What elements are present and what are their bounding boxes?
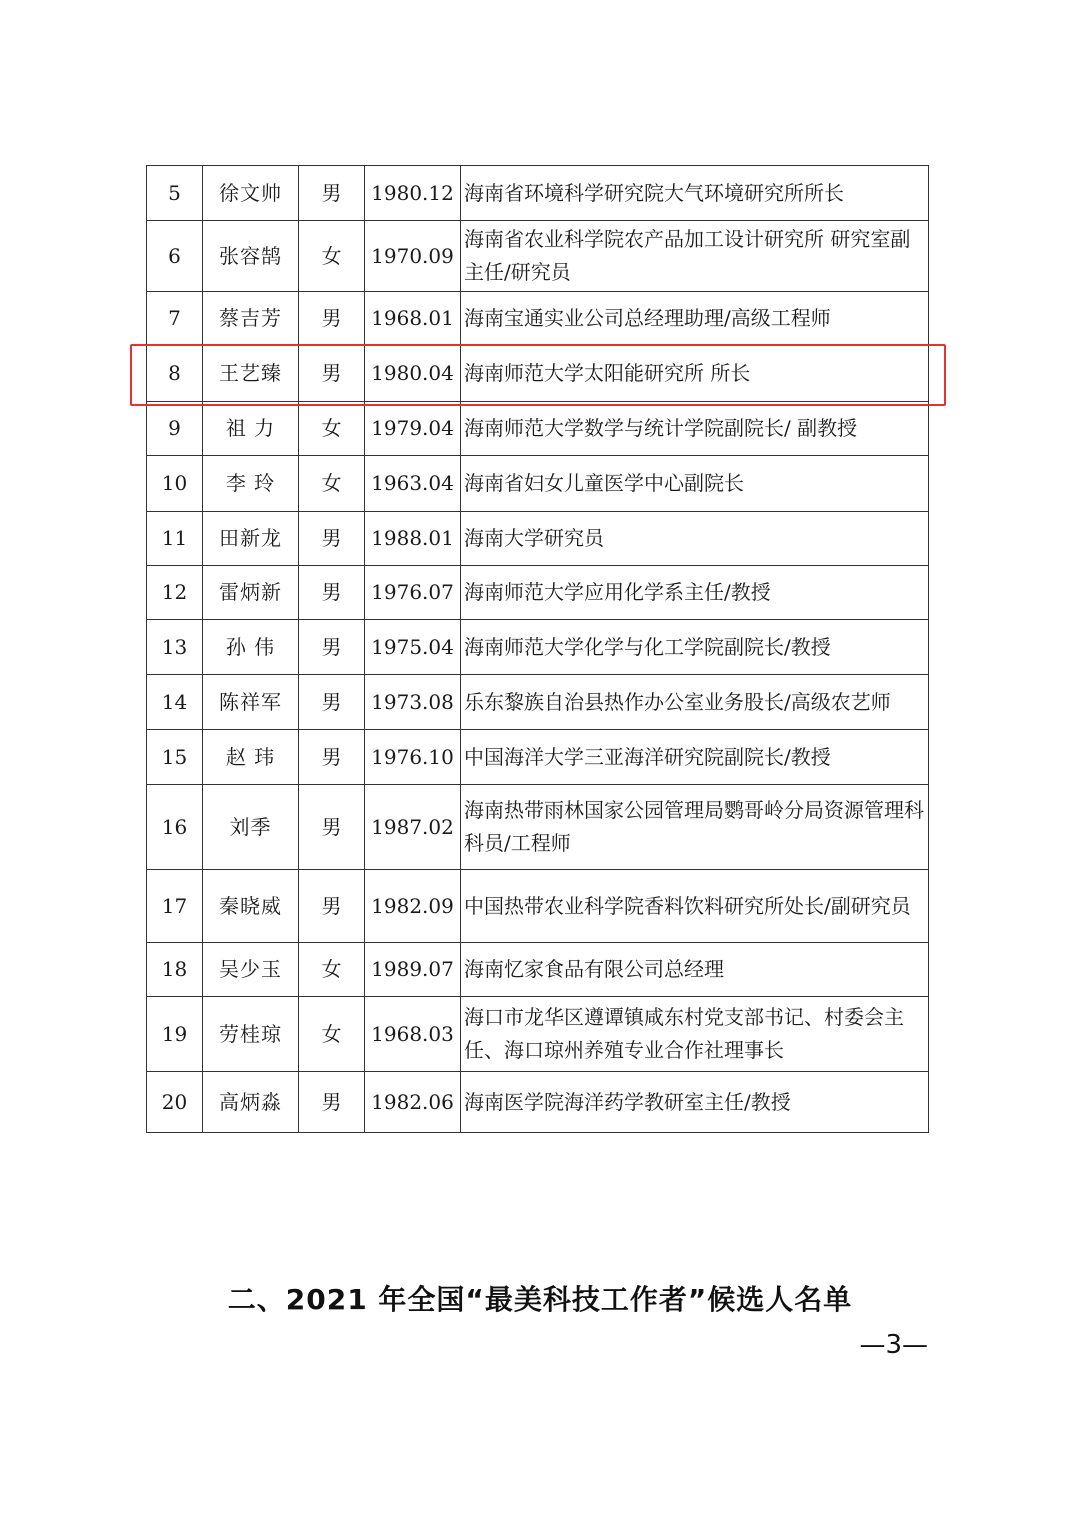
gender: 男: [299, 1072, 365, 1133]
gender: 男: [299, 566, 365, 620]
person-name: 陈祥军: [203, 675, 299, 730]
work-unit-title: 海南忆家食品有限公司总经理: [461, 943, 929, 997]
person-name: 刘季: [203, 785, 299, 870]
row-number: 7: [147, 292, 203, 346]
row-number: 6: [147, 221, 203, 292]
person-name: 吴少玉: [203, 943, 299, 997]
gender: 男: [299, 730, 365, 785]
candidate-table: [146, 165, 929, 1133]
birth-date: 1982.06: [365, 1072, 461, 1133]
work-unit-title: 海南师范大学太阳能研究所 所长: [461, 346, 929, 402]
gender: 男: [299, 292, 365, 346]
work-unit-title: 海南师范大学化学与化工学院副院长/教授: [461, 620, 929, 675]
person-name: 雷炳新: [203, 566, 299, 620]
work-unit-title: 乐东黎族自治县热作办公室业务股长/高级农艺师: [461, 675, 929, 730]
birth-date: 1987.02: [365, 785, 461, 870]
birth-date: 1989.07: [365, 943, 461, 997]
work-unit-title: 中国海洋大学三亚海洋研究院副院长/教授: [461, 730, 929, 785]
page-number: —3—: [859, 1330, 928, 1360]
birth-date: 1975.04: [365, 620, 461, 675]
birth-date: 1982.09: [365, 870, 461, 943]
person-name: 秦晓威: [203, 870, 299, 943]
birth-date: 1979.04: [365, 402, 461, 456]
table-row: [147, 456, 929, 512]
table-row: [147, 512, 929, 566]
row-number: 9: [147, 402, 203, 456]
table-row: [147, 166, 929, 221]
table-row: [147, 785, 929, 870]
person-name: 劳桂琼: [203, 997, 299, 1072]
table-row: [147, 292, 929, 346]
work-unit-title: 海南热带雨林国家公园管理局鹦哥岭分局资源管理科科员/工程师: [461, 785, 929, 870]
table-row: [147, 870, 929, 943]
gender: 男: [299, 346, 365, 402]
row-number: 14: [147, 675, 203, 730]
gender: 女: [299, 402, 365, 456]
birth-date: 1980.04: [365, 346, 461, 402]
table-row: [147, 620, 929, 675]
person-name: 张容鹄: [203, 221, 299, 292]
gender: 女: [299, 221, 365, 292]
row-number: 19: [147, 997, 203, 1072]
table-row: [147, 943, 929, 997]
gender: 男: [299, 512, 365, 566]
person-name: 王艺臻: [203, 346, 299, 402]
gender: 男: [299, 620, 365, 675]
table-row: [147, 221, 929, 292]
person-name: 孙 伟: [203, 620, 299, 675]
row-number: 8: [147, 346, 203, 402]
row-number: 11: [147, 512, 203, 566]
row-number: 12: [147, 566, 203, 620]
person-name: 高炳淼: [203, 1072, 299, 1133]
birth-date: 1976.10: [365, 730, 461, 785]
birth-date: 1970.09: [365, 221, 461, 292]
row-number: 13: [147, 620, 203, 675]
person-name: 李 玲: [203, 456, 299, 512]
work-unit-title: 海南省妇女儿童医学中心副院长: [461, 456, 929, 512]
work-unit-title: 海南宝通实业公司总经理助理/高级工程师: [461, 292, 929, 346]
table-row: [147, 730, 929, 785]
highlight-box-row-8: [130, 344, 946, 406]
row-number: 15: [147, 730, 203, 785]
candidate-table-body: [147, 166, 929, 1133]
gender: 男: [299, 785, 365, 870]
work-unit-title: 海南师范大学应用化学系主任/教授: [461, 566, 929, 620]
work-unit-title: 中国热带农业科学院香料饮料研究所处长/副研究员: [461, 870, 929, 943]
gender: 男: [299, 870, 365, 943]
row-number: 16: [147, 785, 203, 870]
table-row: [147, 997, 929, 1072]
row-number: 18: [147, 943, 203, 997]
birth-date: 1980.12: [365, 166, 461, 221]
gender: 女: [299, 943, 365, 997]
gender: 女: [299, 997, 365, 1072]
row-number: 20: [147, 1072, 203, 1133]
birth-date: 1973.08: [365, 675, 461, 730]
person-name: 蔡吉芳: [203, 292, 299, 346]
birth-date: 1988.01: [365, 512, 461, 566]
section-heading: 二、2021 年全国“最美科技工作者”候选人名单: [227, 1283, 853, 1316]
person-name: 赵 玮: [203, 730, 299, 785]
work-unit-title: 海南师范大学数学与统计学院副院长/ 副教授: [461, 402, 929, 456]
row-number: 5: [147, 166, 203, 221]
table-row: [147, 402, 929, 456]
birth-date: 1963.04: [365, 456, 461, 512]
work-unit-title: 海南大学研究员: [461, 512, 929, 566]
birth-date: 1968.01: [365, 292, 461, 346]
work-unit-title: 海南医学院海洋药学教研室主任/教授: [461, 1072, 929, 1133]
gender: 女: [299, 456, 365, 512]
birth-date: 1968.03: [365, 997, 461, 1072]
table-row: [147, 1072, 929, 1133]
work-unit-title: 海口市龙华区遵谭镇咸东村党支部书记、村委会主任、海口琼州养殖专业合作社理事长: [461, 997, 929, 1072]
work-unit-title: 海南省环境科学研究院大气环境研究所所长: [461, 166, 929, 221]
person-name: 田新龙: [203, 512, 299, 566]
row-number: 10: [147, 456, 203, 512]
work-unit-title: 海南省农业科学院农产品加工设计研究所 研究室副主任/研究员: [461, 221, 929, 292]
gender: 男: [299, 166, 365, 221]
row-number: 17: [147, 870, 203, 943]
table-row: [147, 675, 929, 730]
gender: 男: [299, 675, 365, 730]
person-name: 徐文帅: [203, 166, 299, 221]
table-row: [147, 566, 929, 620]
birth-date: 1976.07: [365, 566, 461, 620]
person-name: 祖 力: [203, 402, 299, 456]
